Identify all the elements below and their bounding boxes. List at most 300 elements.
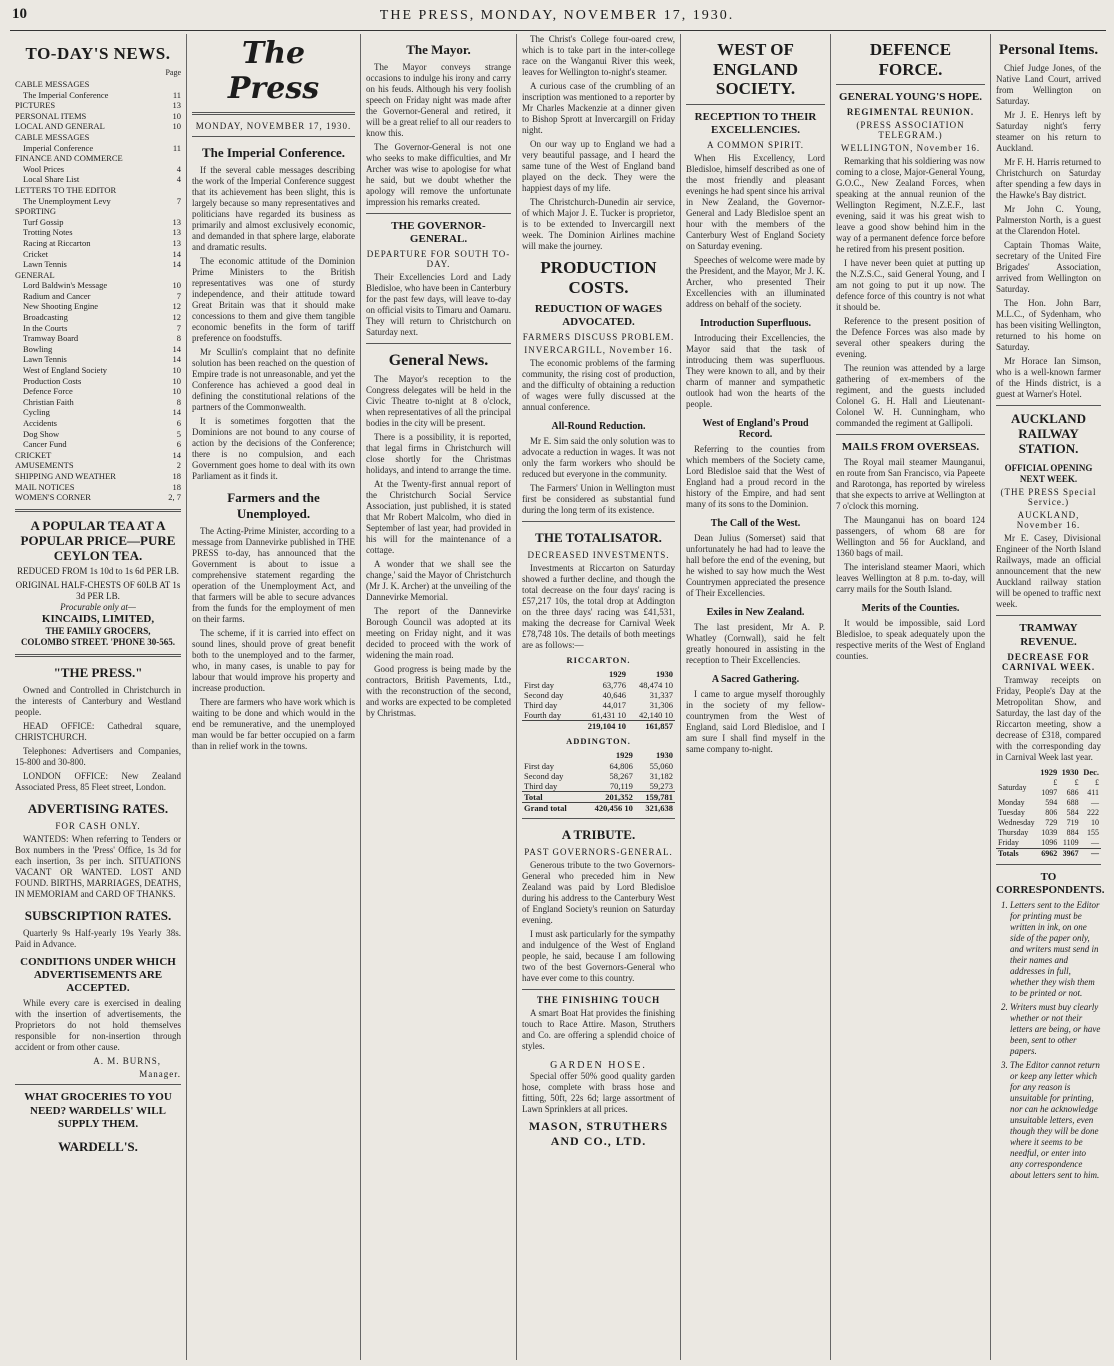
- paragraph: Investments at Riccarton on Saturday showed a further decline, and though the total decrease on the four days' racing is £57,217 10s, the total drop at Addington on the three days' racing was £41,531, making the decrease for Carnival Week £78,748 10s. The details of both meetings are as follows:—: [522, 563, 675, 651]
- index-item: [15, 206, 181, 217]
- divider: [996, 615, 1101, 616]
- table-cell: First day: [524, 761, 554, 772]
- index-item-label: LOCAL AND GENERAL: [15, 121, 105, 132]
- table-row: [522, 792, 675, 803]
- index-item-page: 6: [176, 439, 181, 450]
- paragraph: The reunion was attended by a large gathering of ex-members of the regiment, and the guests included Colonel G. H. Hall and Lieutenant-Colonel W. H. Cunningham, who commanded the regiment at Gallipoli.: [836, 363, 985, 429]
- index-item-page: 13: [172, 227, 181, 238]
- table-cell: £ 686: [1066, 777, 1079, 797]
- reduction-heading: All-Round Reduction.: [551, 421, 646, 433]
- paragraph: Their Excellencies Lord and Lady Bledisloe, who have been in Canterbury for the past few days, will leave to-day on official visits to Timaru and Oamaru. They will return to Christchurch on Saturday next.: [366, 272, 511, 338]
- production-costs-heading: PRODUCTION COSTS.: [540, 258, 657, 297]
- paragraph: Tramway receipts on Friday, People's Day at the Metropolitan Show, and Saturday, the last day of the Riccarton meeting, show a decrease of £318, compared with the corresponding day in Carnival Week last year.: [996, 674, 1101, 762]
- adv-rates-sub: FOR CASH ONLY.: [55, 820, 141, 831]
- divider: [996, 864, 1101, 865]
- index-item-page: 4: [176, 163, 181, 174]
- defence-subheading: GENERAL YOUNG'S HOPE.: [839, 91, 982, 104]
- paragraph: The Acting-Prime Minister, according to a message from Dannevirke published in THE PRESS to-day, has announced that the Government is about to issue a comprehensive statement regarding the operation of the Unemployment Act, and that farmers will be able to secure advances from the funds for the employment of men on their farms.: [192, 526, 355, 624]
- index-item-label: West of England Society: [23, 365, 108, 376]
- table-cell: 806: [1045, 807, 1058, 817]
- table-row: [522, 803, 675, 814]
- masthead: [0, 0, 1114, 26]
- column-production: [516, 34, 680, 1360]
- press-body: Owned and Controlled in Christchurch in the interests of Canterbury and Westland people.: [15, 684, 181, 717]
- table-cell: 1039: [1041, 827, 1058, 837]
- index-item-page: 7: [176, 195, 181, 206]
- tribute-heading: A TRIBUTE.: [561, 827, 636, 843]
- paragraph: The last president, Mr A. P. Whatley (Cornwall), said he felt greatly honoured in assisting in the reception to Their Excellencies.: [686, 622, 825, 666]
- index-item: [15, 291, 181, 302]
- railway-heading: AUCKLAND RAILWAY STATION.: [1010, 411, 1087, 456]
- table-header-cell: 1930: [656, 669, 673, 680]
- ad-line: THE FAMILY GROCERS,: [45, 625, 151, 636]
- grocer-ad-sign: WARDELL'S.: [58, 1138, 138, 1154]
- running-head: THE PRESS, MONDAY, NOVEMBER 17, 1930.: [379, 8, 735, 23]
- paragraph: Mr Horace Ian Simson, who is a well-known farmer of the Hinds district, is a guest at Warner's Hotel.: [996, 356, 1101, 399]
- index-item-label: Local Share List: [23, 174, 80, 185]
- index-item-label: Lord Baldwin's Message: [23, 280, 108, 291]
- index-item: [15, 227, 181, 238]
- index-page-label: Page: [165, 68, 181, 77]
- table-cell: 55,060: [649, 761, 673, 772]
- index-item-page: 4: [176, 174, 181, 185]
- table-row: [996, 828, 1101, 838]
- index-item: [15, 344, 181, 355]
- index-item-label: Bowling: [23, 343, 53, 354]
- correspondents-list: [996, 900, 1101, 1181]
- index-item: [15, 100, 181, 111]
- table-cell: 31,182: [649, 771, 673, 782]
- column-index: [10, 34, 186, 1360]
- table-cell: 31,306: [649, 700, 673, 711]
- ad-line: Procurable only at—: [60, 601, 136, 612]
- tribute-subheading: PAST GOVERNORS-GENERAL.: [524, 847, 673, 858]
- index-item-label: Wool Prices: [23, 163, 65, 174]
- index-item: [15, 132, 181, 143]
- index-item-label: Lawn Tennis: [23, 354, 67, 365]
- index-item-label: AMUSEMENTS: [15, 460, 74, 471]
- index-item: [15, 397, 181, 408]
- index-item-page: [165, 79, 181, 90]
- index-item: [15, 185, 181, 196]
- ad-line: CEYLON TEA.: [53, 547, 143, 563]
- paragraph: It would be impossible, said Lord Bledisloe, to speak adequately upon the respective merits of the West of England counties.: [836, 618, 985, 662]
- paragraph: It is sometimes forgotten that the Dominions are not bound to any course of action by the decisions of the Conference; there is no compulsion, and each Government goes home to deal with its own Parliament as it finds it.: [192, 416, 355, 481]
- dateline: AUCKLAND, November 16.: [1016, 510, 1081, 531]
- table-cell: 584: [1066, 807, 1079, 817]
- table-header-cell: 1929: [615, 750, 633, 761]
- index-item-label: Cycling: [23, 407, 50, 418]
- index-item-page: 12: [172, 301, 181, 312]
- index-item-page: 12: [172, 312, 181, 323]
- riccarton-table-title: RICCARTON.: [566, 655, 631, 666]
- index-item-label: WOMEN'S CORNER: [15, 492, 91, 503]
- table-cell: 10: [1091, 817, 1099, 827]
- index-item-page: 8: [176, 396, 181, 407]
- index-item-page: [165, 270, 181, 281]
- totalisator-heading: THE TOTALISATOR.: [535, 530, 662, 546]
- production-costs-subheading-2: FARMERS DISCUSS PROBLEM.: [522, 332, 675, 343]
- ad-line: REDUCED FROM 1s 10d to 1s 6d PER LB.: [17, 565, 179, 576]
- table-header-cell: [522, 749, 581, 761]
- table-header-cell: Dec.: [1083, 766, 1099, 777]
- paragraph: Dean Julius (Somerset) said that unfortunately he had had to leave the hall before the end of the evening, but he wished to say how much the West Countrymen appreciated the presence of Their Excellencies.: [686, 533, 825, 599]
- table-row: [996, 848, 1101, 859]
- index-item-page: 8: [176, 333, 181, 344]
- mails-heading: MAILS FROM OVERSEAS.: [841, 441, 980, 454]
- paragraph: The economic attitude of the Dominion Prime Ministers to the British representatives was one of sturdy independence, and their attitude toward Great Britain was that it should make concessions to them and give them tangible economic benefits in the form of tariff preference on foodstuffs.: [192, 256, 355, 343]
- general-news-heading: General News.: [388, 352, 489, 370]
- table-header-cell: 1930: [1061, 766, 1079, 777]
- ad-line: POPULAR PRICE—PURE: [20, 532, 176, 548]
- correspondent-rule: 3. The Editor cannot return or keep any letter which for any reason is unsuitable for printing, nor can he acknowledge unsuitable letters, even though they will be done where it seems to be needful, or enter into any correspondence about letters sent to him.: [1010, 1060, 1101, 1181]
- paragraph: At the Twenty-first annual report of the Christchurch Social Service Association, just published, it is stated that Mr Robert Malcolm, who died in September of last year, had provided in his will for the maintenance of a cottage.: [366, 479, 511, 556]
- table-cell: Thursday: [998, 827, 1029, 837]
- divider: [366, 213, 511, 214]
- paragraph: The scheme, if it is carried into effect on sound lines, should prove of great benefit both to the unemployed and to the farmer, who, in many cases, is unable to pay for labour that would improve his property and increase production.: [192, 628, 355, 693]
- table-cell: —: [1091, 797, 1099, 807]
- paragraph: The economic problems of the farming community, the rising cost of production, and the difficulty of obtaining a reduction of wages were fully discussed at the annual conference.: [522, 358, 675, 413]
- table-cell: £ 1097: [1041, 777, 1058, 797]
- column-defence: [830, 34, 990, 1360]
- table-cell: 719: [1066, 817, 1079, 827]
- index-item: [15, 111, 181, 122]
- index-item-label: Racing at Riccarton: [23, 237, 91, 248]
- table-cell: 59,273: [649, 781, 673, 792]
- table-row: [522, 721, 675, 732]
- index-item: [15, 90, 181, 101]
- table-row: [996, 798, 1101, 808]
- table-row: [522, 680, 675, 690]
- table-row: [996, 808, 1101, 818]
- dateline: INVERCARGILL, November 16.: [524, 345, 673, 356]
- table-header-cell: [996, 766, 1037, 778]
- subs-title: SUBSCRIPTION RATES.: [24, 907, 172, 923]
- index-item: [15, 79, 181, 90]
- paragraph: Special offer 50% good quality garden hose, complete with brass hose and fitting, 50ft, 22s 6d; large assortment of Lawn Sprinklers at all prices.: [522, 1071, 675, 1115]
- paragraph: Remarking that his soldiering was now coming to a close, Major-General Young, G.O.C., New Zealand Forces, when speaking at the annual reunion of the Wellington Regiment, N.Z.E.F., last evening, said it was his great wish to leave a good show behind him in the way of a permanent defence force before he retired from his present position.: [836, 156, 985, 255]
- defence-force-heading: DEFENCE FORCE.: [869, 40, 952, 79]
- table-cell: 6962: [1037, 848, 1060, 859]
- table-cell: Third day: [524, 781, 558, 792]
- paragraph: The interisland steamer Maori, which leaves Wellington at 8 p.m. to-day, will carry mails for the South Island.: [836, 562, 985, 595]
- index-item-label: Lawn Tennis: [23, 259, 67, 270]
- index-item-label: The Imperial Conference: [23, 89, 109, 100]
- index-item: [15, 143, 181, 154]
- table-cell: £ 411: [1087, 777, 1099, 797]
- index-item-page: 5: [176, 428, 181, 439]
- section-heading: Exiles in New Zealand.: [706, 607, 805, 619]
- paragraph: The Royal mail steamer Maunganui, en route from San Francisco, via Papeete and Rarotonga, has reported by wireless that she expects to arrive at Wellington at 7 o'clock this morning.: [836, 457, 985, 512]
- divider: [836, 434, 985, 435]
- garden-hose-ad: [522, 1060, 675, 1149]
- paragraph: A curious case of the crumbling of an inscription was mentioned to a reporter by Mr Charles Mackenzie at a dinner given to Bishop Sprott at Invercargill on Friday night.: [522, 81, 675, 135]
- index-item-page: 13: [172, 100, 181, 111]
- table-cell: 594: [1045, 797, 1058, 807]
- index-item-page: 10: [172, 110, 181, 121]
- table-cell: 219,104 10: [576, 721, 628, 732]
- index-item-label: Dog Show: [23, 428, 60, 439]
- table-header-cell: [522, 668, 576, 680]
- table-cell: 58,267: [609, 771, 633, 782]
- index-item-page: 10: [172, 365, 181, 376]
- table-cell: 161,857: [628, 721, 675, 732]
- table-cell: 420,456 10: [581, 803, 635, 814]
- divider: [15, 654, 181, 657]
- addington-table-title: ADDINGTON.: [566, 736, 631, 747]
- index-item-page: 2: [176, 460, 181, 471]
- adv-rates-title: ADVERTISING RATES.: [27, 800, 169, 816]
- tea-advertisement: [15, 518, 181, 648]
- head-office: HEAD OFFICE: Cathedral square, CHRISTCHURCH.: [15, 720, 181, 742]
- nameplate: The Press: [227, 36, 320, 106]
- index-item-page: 14: [172, 407, 181, 418]
- leader-heading: Farmers and the Unemployed.: [227, 490, 320, 521]
- column-editorial: [186, 34, 360, 1360]
- table-cell: 884: [1066, 827, 1079, 837]
- cond-body: While every care is exercised in dealing with the insertion of advertisements, the Proprietors do not hold themselves responsible for non-insertion through accident or from other cause.: [15, 998, 181, 1053]
- index-item: [15, 386, 181, 397]
- index-item-label: Tramway Board: [23, 333, 79, 344]
- table-cell: Monday: [998, 797, 1025, 807]
- index-title: TO-DAY'S NEWS.: [25, 44, 171, 63]
- table-row: [522, 771, 675, 781]
- index-item-page: 13: [172, 216, 181, 227]
- index-item: [15, 174, 181, 185]
- signature-role: Manager.: [139, 1069, 181, 1080]
- table-row: [522, 700, 675, 710]
- index-item-page: [165, 153, 181, 164]
- index-item: [15, 460, 181, 471]
- table-row: [522, 690, 675, 700]
- index-item-page: 11: [172, 142, 181, 153]
- table-cell: 201,352: [581, 792, 635, 803]
- tramway-table: [996, 766, 1101, 859]
- gg-subheading: DEPARTURE FOR SOUTH TO-DAY.: [366, 249, 511, 270]
- paragraph: Mr J. E. Henrys left by Saturday night's ferry steamer on his return to Auckland.: [996, 110, 1101, 153]
- paragraph: There is a possibility, it is reported, that legal firms in Christchurch will close shortly for the Christmas holidays, and intend to arrange the time.: [366, 432, 511, 476]
- divider: [836, 84, 985, 85]
- index-item-label: The Unemployment Levy: [23, 195, 111, 206]
- paragraph: Chief Judge Jones, of the Native Land Court, arrived from Wellington on Saturday.: [996, 63, 1101, 106]
- press-title: "THE PRESS.": [53, 664, 143, 680]
- paragraph: Speeches of welcome were made by the President, and the Mayor, Mr J. K. Archer, who presented Their Excellencies with an illuminated address on behalf of the society.: [686, 255, 825, 310]
- paragraph: The Governor-General is not one who seeks to make difficulties, and Mr Archer was wise to apologise for what he said, but we doubt whether the apology will remove the unfortunate impression his remarks created.: [366, 142, 511, 207]
- section-heading: Merits of the Counties.: [861, 603, 960, 615]
- index-item-page: 7: [176, 290, 181, 301]
- index-item: [15, 471, 181, 482]
- paragraph: Mr E. Sim said the only solution was to advocate a reduction in wages. It was not only the farm workers who should be reduced but everyone in the community.: [522, 436, 675, 480]
- table-cell: 1109: [1062, 837, 1079, 847]
- addington-table: [522, 749, 675, 813]
- table-cell: Tuesday: [998, 807, 1025, 817]
- index-item: [15, 153, 181, 164]
- table-header-cell: 1929: [608, 669, 626, 680]
- index-item: [15, 238, 181, 249]
- index-item-page: 18: [172, 481, 181, 492]
- totalisator-subheading: DECREASED INVESTMENTS.: [527, 550, 670, 561]
- index-item-label: LETTERS TO THE EDITOR: [15, 184, 117, 195]
- table-row: [522, 761, 675, 771]
- london-office: LONDON OFFICE: New Zealand Associated Press, 85 Fleet street, London.: [15, 770, 181, 792]
- garden-hose-title: GARDEN HOSE.: [550, 1060, 647, 1072]
- section-heading: Introduction Superfluous.: [700, 318, 811, 330]
- divider: [15, 1084, 181, 1085]
- index-item: [15, 407, 181, 418]
- paragraph: Captain Thomas Waite, secretary of the United Fire Brigades' Association, arrived from Wellington on Saturday.: [996, 240, 1101, 294]
- divider: [15, 509, 181, 512]
- ad-line: ORIGINAL HALF-CHESTS OF 60LB AT 1s 3d PER LB.: [15, 579, 181, 601]
- index-item-label: Turf Gossip: [23, 216, 64, 227]
- index-item-page: 7: [176, 322, 181, 333]
- correspondent-rule: 2. Writers must buy clearly whether or not their letters are being, or have been, sent to other papers.: [1010, 1002, 1101, 1057]
- table-cell: 44,017: [602, 700, 626, 711]
- index-item-page: 6: [176, 418, 181, 428]
- index-item-page: 14: [172, 354, 181, 365]
- divider: [522, 818, 675, 819]
- table-row: [996, 778, 1101, 798]
- top-rule: [10, 30, 1106, 31]
- table-cell: 1096: [1041, 837, 1058, 847]
- index-item-label: PICTURES: [15, 100, 56, 111]
- index-item-page: [165, 185, 181, 196]
- index-item: [15, 164, 181, 175]
- paragraph: The Christ's College four-oared crew, which is to take part in the inter-college race on the Wanganui River this week, leaves for Wellington to-night's steamer.: [522, 34, 675, 77]
- index-item: [15, 301, 181, 312]
- index-item: [15, 280, 181, 291]
- index-item-label: SHIPPING AND WEATHER: [15, 470, 116, 481]
- index-item-page: 14: [172, 248, 181, 259]
- index-item: [15, 365, 181, 376]
- index-item-label: Christian Faith: [23, 396, 74, 407]
- index-item-label: Defence Force: [23, 386, 73, 397]
- section-heading: A Sacred Gathering.: [711, 674, 800, 686]
- tramway-subheading: DECREASE FOR CARNIVAL WEEK.: [1001, 651, 1096, 672]
- index-item-page: 14: [172, 449, 181, 460]
- index-item: [15, 312, 181, 323]
- leader-heading: The Imperial Conference.: [201, 145, 346, 160]
- table-cell: Totals: [996, 848, 1037, 859]
- column-personal: [990, 34, 1106, 1360]
- paragraph: On our way up to England we had a very beautiful passage, and I heard the same tune of the West of England band played on the deck. They were the happiest days of my life.: [522, 139, 675, 193]
- press-association: (PRESS ASSOCIATION TELEGRAM.): [856, 120, 965, 141]
- index-item-label: PERSONAL ITEMS: [15, 110, 87, 121]
- index-item-label: GENERAL: [15, 269, 55, 280]
- garden-hose-firm: MASON, STRUTHERS AND CO., LTD.: [528, 1119, 669, 1149]
- table-cell: 155: [1087, 827, 1099, 837]
- table-cell: [522, 721, 576, 732]
- index-item: [15, 333, 181, 344]
- index-item-label: MAIL NOTICES: [15, 481, 75, 492]
- table-row: [996, 818, 1101, 828]
- paragraph: The Mayor's reception to the Congress delegates will be held in the Civic Theatre to-night at 8 o'clock, when representatives of all the principal bodies in the city will be present.: [366, 374, 511, 429]
- index-item-label: In the Courts: [23, 322, 68, 333]
- index-item: [15, 259, 181, 270]
- table-row: [522, 710, 675, 721]
- west-of-england-heading: WEST OF ENGLAND SOCIETY.: [712, 40, 798, 99]
- table-cell: 729: [1045, 817, 1058, 827]
- table-cell: 63,776: [602, 680, 626, 691]
- table-cell: 42,140 10: [639, 710, 673, 721]
- riccarton-table: [522, 668, 675, 731]
- finishing-touch-heading: THE FINISHING TOUCH: [536, 995, 661, 1006]
- paragraph: The Farmers' Union in Wellington must first be considered as substantial fund during the long term of its existence.: [522, 483, 675, 516]
- correspondents-heading: TO CORRESPONDENTS.: [996, 870, 1105, 896]
- index-item: [15, 429, 181, 440]
- west-of-england-subheading: RECEPTION TO THEIR EXCELLENCIES.: [694, 110, 817, 136]
- table-cell: 48,474 10: [639, 680, 673, 691]
- index-item-label: Trotting Notes: [23, 227, 73, 238]
- paragraph: If the several cable messages describing the work of the Imperial Conference suggest that its achievement has been slight, this is largely because so many representatives and politicians have regarded its business as primarily and almost exclusively economic, and demanded in that sphere large, elaborate and dramatic results.: [192, 165, 355, 252]
- paragraph: A wonder that we shall see the change,' said the Mayor of Christchurch (Mr J. K. Archer) at the unveiling of the Dannevirke Memorial.: [366, 559, 511, 603]
- index-list: [15, 79, 181, 503]
- table-header-cell: 1929: [1040, 766, 1058, 777]
- table-cell: Second day: [524, 690, 564, 701]
- index-item-label: SPORTING: [15, 206, 57, 217]
- paragraph: I must ask particularly for the sympathy and indulgence of the West of England people, he said, because I am following two of the best Governors-General who have ever come to this country.: [522, 929, 675, 984]
- paragraph: Reference to the present position of the Defence Forces was also made by several other speakers during the evening.: [836, 316, 985, 360]
- index-item: [15, 482, 181, 493]
- table-row: [522, 781, 675, 792]
- index-item: [15, 270, 181, 281]
- index-item: [15, 376, 181, 387]
- paragraph: The report of the Dannevirke Borough Council was adopted at its meeting on Friday night, and it was decided to proceed with the work of widening the main road.: [366, 606, 511, 661]
- mayor-heading: The Mayor.: [406, 42, 471, 57]
- paragraph: Good progress is being made by the contractors, British Pavements, Ltd., with the reconstruction of the second, and works are expected to be completed by Christmas.: [366, 664, 511, 719]
- defence-subheading-2: REGIMENTAL REUNION.: [846, 107, 975, 118]
- table-cell: Grand total: [522, 803, 581, 814]
- paragraph: Referring to the counties from which members of the Society came, Lord Bledisloe said that the West of England had a proud record in the history of the Empire, and had sent many of its sons to the Dominion.: [686, 444, 825, 510]
- paragraph: The Hon. John Barr, M.L.C., of Sydenham, who has been visiting Wellington, returned to his home on Saturday.: [996, 298, 1101, 352]
- divider: [522, 521, 675, 522]
- index-item: [15, 418, 181, 429]
- index-item-label: Radium and Cancer: [23, 290, 91, 301]
- table-cell: 3967: [1059, 848, 1080, 859]
- table-cell: 222: [1087, 807, 1099, 817]
- index-item-label: Imperial Conference: [23, 142, 94, 153]
- paragraph: The Christchurch-Dunedin air service, of which Major J. E. Tucker is proprietor, is to be extended to Invercargill next week. The Dominion Airlines machine will make the journey.: [522, 197, 675, 251]
- divider: [522, 989, 675, 990]
- index-item-page: 10: [172, 280, 181, 291]
- index-item-label: FINANCE AND COMMERCE: [15, 153, 123, 164]
- index-item-page: 10: [172, 375, 181, 386]
- table-cell: Fourth day: [524, 710, 562, 721]
- telephones: Telephones: Advertisers and Companies, 15-800 and 30-800.: [15, 745, 181, 767]
- table-cell: 321,638: [635, 803, 675, 814]
- column-west-of-england: [680, 34, 830, 1360]
- index-item-page: [165, 132, 181, 143]
- index-item-label: Cricket: [23, 248, 49, 259]
- index-item-page: 2, 7: [168, 492, 181, 503]
- table-cell: First day: [524, 680, 554, 691]
- index-item-page: 13: [172, 237, 181, 248]
- ad-line: KINCAIDS, LIMITED,: [41, 612, 155, 625]
- personal-items-heading: Personal Items.: [998, 42, 1099, 58]
- index-item: [15, 354, 181, 365]
- paragraph: Mr F. H. Harris returned to Christchurch on Saturday after spending a few days in the Hawke's Bay district.: [996, 157, 1102, 200]
- dateline: WELLINGTON, November 16.: [840, 143, 981, 154]
- paragraph: Introducing their Excellencies, the Mayor said that the task of introducing them was superfluous. They were known to all, and by their charm of manner and sympathetic outlook had won the hearts of the people.: [686, 333, 825, 410]
- page-number: 10: [12, 6, 27, 22]
- section-heading: The Call of the West.: [710, 518, 801, 530]
- table-cell: 70,119: [609, 781, 633, 792]
- paragraph: A smart Boat Hat provides the finishing touch to Race Attire. Mason, Struthers and Co. are offering a splendid choice of styles.: [522, 1008, 675, 1052]
- cond-title: CONDITIONS UNDER WHICH ADVERTISEMENTS ARE ACCEPTED.: [20, 955, 176, 995]
- divider: [192, 136, 355, 137]
- paragraph: Generous tribute to the two Governors-General who preceded him in New Zealand was paid by Lord Bledisloe during his address to the Canterbury West of England Society's reunion on Saturday evening.: [522, 860, 675, 926]
- tramway-heading: TRAMWAY REVENUE.: [1019, 622, 1078, 648]
- table-cell: Third day: [524, 700, 558, 711]
